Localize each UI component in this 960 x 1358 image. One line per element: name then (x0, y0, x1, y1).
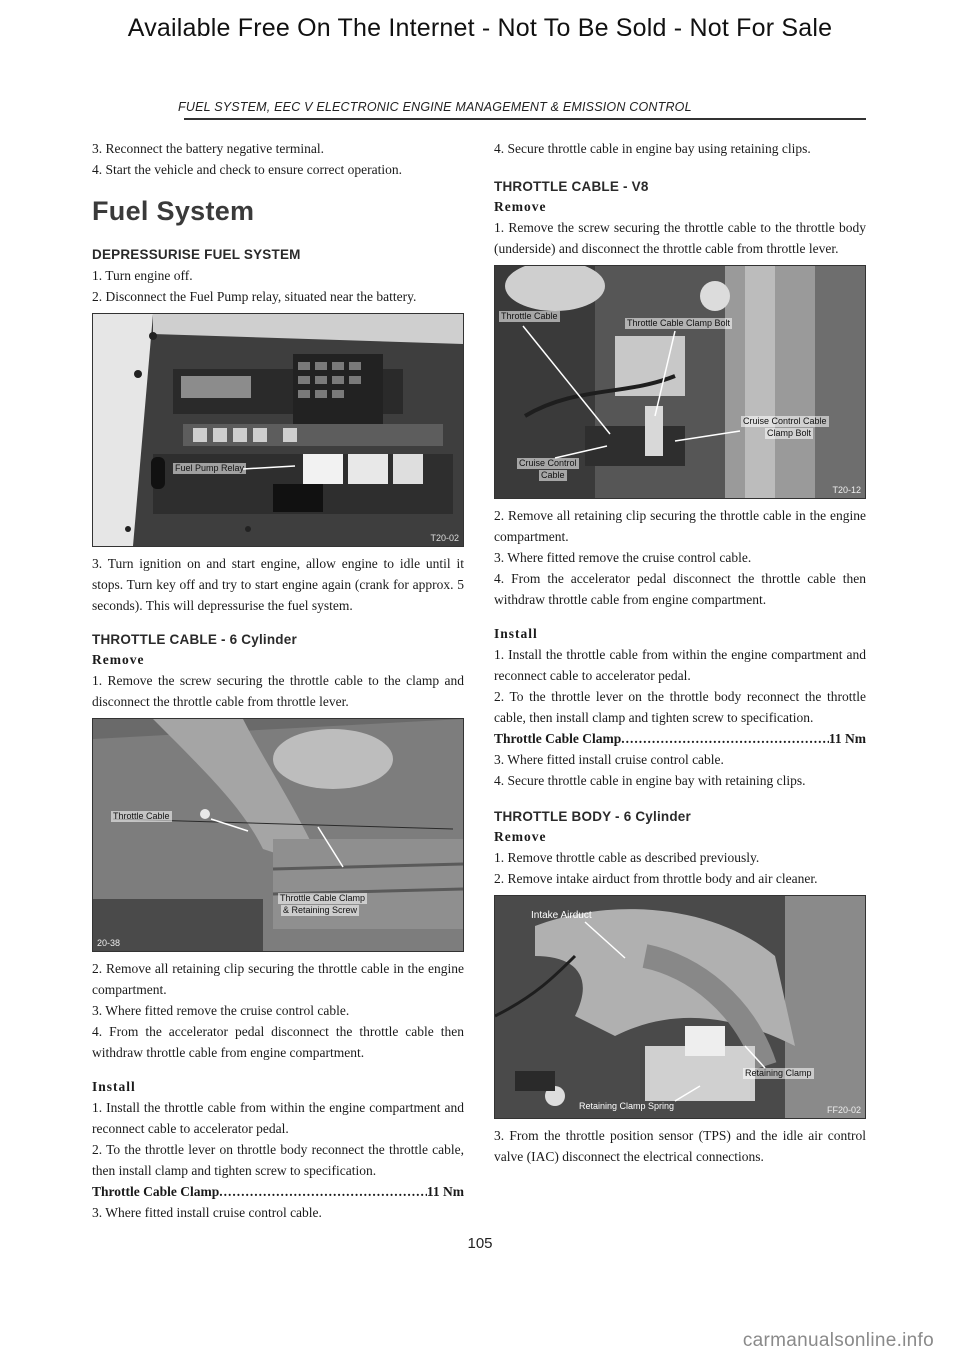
heading-depressurise: DEPRESSURISE FUEL SYSTEM (92, 247, 301, 262)
cable8-install-step-4: 4. Secure throttle cable in engine bay with retaining clips. (494, 773, 806, 788)
spec-leader-dots (621, 728, 829, 749)
spec-leader-dots (219, 1181, 427, 1202)
cable8-torque-spec (494, 728, 866, 749)
intake-airduct-label: Intake Airduct (531, 910, 592, 921)
page-number: 105 (467, 1235, 493, 1252)
cable8-remove-step-4: 4. From the accelerator pedal disconnect the throttle cable then withdraw throttle cable from engine compartment. (494, 571, 866, 607)
cable6-install-step-3: 3. Where fitted install cruise control cable. (92, 1205, 322, 1220)
fuel-pump-relay-photo (92, 313, 464, 547)
page-banner: Available Free On The Internet - Not To Be Sold - Not For Sale (127, 14, 833, 42)
heading-throttle-cable-v8: THROTTLE CABLE - V8 (494, 179, 649, 194)
step-reconnect-battery: 3. Reconnect the battery negative terminal. (92, 141, 325, 156)
depress-step-3: 3. Turn ignition on and start engine, allow engine to idle until it stops. Turn key off and try to start engine again (crank for approx. 5 seconds). This will depressurise the fuel system. (92, 556, 464, 613)
spacer (92, 1063, 464, 1077)
cruise-cable-label-1: Cruise Control (519, 458, 577, 468)
body6-remove-label: Remove (494, 829, 547, 844)
cable6-figure-number: 20-38 (97, 938, 121, 948)
spec-label: Throttle Cable Clamp (92, 1184, 220, 1199)
relay-figure-number: T20-02 (430, 533, 459, 543)
cruise-clamp-bolt-label-2: Clamp Bolt (767, 428, 812, 438)
spec-label: Throttle Cable Clamp (494, 731, 622, 746)
cable8-install-step-1: 1. Install the throttle cable from within the engine compartment and reconnect cable to accelerator pedal. (494, 647, 866, 683)
cable6-torque-spec (92, 1181, 464, 1202)
throttle-cable-6-photo (92, 718, 464, 952)
cable8-remove-step-1: 1. Remove the screw securing the throttle cable to the throttle body (underside) and disconnect the throttle cable from throttle lever. (494, 220, 866, 256)
fuel-pump-relay-label: Fuel Pump Relay (175, 463, 245, 473)
cable8-figure-number: T20-12 (832, 485, 861, 495)
right-column (494, 138, 866, 1167)
spec-value: 11 Nm (426, 1184, 464, 1199)
throttle-body-6-photo (494, 895, 866, 1119)
retaining-clamp-label: Retaining Clamp (745, 1068, 812, 1078)
cable6-install-label: Install (92, 1079, 136, 1094)
clamp-screw-label-1: Throttle Cable Clamp (280, 893, 366, 903)
v8-throttle-cable-label: Throttle Cable (501, 311, 558, 321)
cable6-remove-step-3: 3. Where fitted remove the cruise control cable. (92, 1003, 350, 1018)
cable8-remove-label: Remove (494, 199, 547, 214)
cruise-clamp-bolt-label-1: Cruise Control Cable (743, 416, 827, 426)
spacer (494, 610, 866, 624)
clamp-screw-label-2: & Retaining Screw (283, 905, 358, 915)
cable6-remove-label: Remove (92, 652, 145, 667)
section-title: Fuel System (92, 196, 255, 226)
cable6-install-step-2: 2. To the throttle lever on throttle body reconnect the throttle cable, then install clamp and tighten screw to specification. (92, 1142, 464, 1178)
throttle-cable-label: Throttle Cable (113, 811, 170, 821)
running-head: FUEL SYSTEM, EEC V ELECTRONIC ENGINE MANAGEMENT & EMISSION CONTROL (178, 100, 692, 114)
cable6-install-step-1: 1. Install the throttle cable from within the engine compartment and reconnect cable to accelerator pedal. (92, 1100, 464, 1136)
body6-remove-step-3: 3. From the throttle position sensor (TPS) and the idle air control valve (IAC) disconnect the electrical connections. (494, 1128, 866, 1164)
body6-remove-step-2: 2. Remove intake airduct from throttle body and air cleaner. (494, 871, 818, 886)
body6-remove-step-1: 1. Remove throttle cable as described previously. (494, 850, 760, 865)
throttle-cable-v8-photo (494, 265, 866, 499)
cable6-remove-step-4: 4. From the accelerator pedal disconnect the throttle cable then withdraw throttle cable from engine compartment. (92, 1024, 464, 1060)
cable8-install-step-2: 2. To the throttle lever on the throttle body reconnect the throttle cable, then install clamp and tighten screw to specification. (494, 689, 866, 725)
heading-throttle-body-6: THROTTLE BODY - 6 Cylinder (494, 809, 691, 824)
cable6-remove-step-1: 1. Remove the screw securing the throttle cable to the clamp and disconnect the throttle cable from throttle lever. (92, 673, 464, 709)
v8-clamp-bolt-label: Throttle Cable Clamp Bolt (627, 318, 731, 328)
header-rule (184, 118, 866, 120)
cable8-install-step-3: 3. Where fitted install cruise control cable. (494, 752, 724, 767)
relay-photo-art (93, 314, 463, 546)
left-column (92, 138, 464, 1223)
body6-photo-art (495, 896, 865, 1118)
cable8-remove-step-2: 2. Remove all retaining clip securing the throttle cable in the engine compartment. (494, 508, 866, 544)
cable8-remove-step-3: 3. Where fitted remove the cruise control cable. (494, 550, 752, 565)
cable6-remove-step-2: 2. Remove all retaining clip securing the throttle cable in the engine compartment. (92, 961, 464, 997)
step-start-vehicle: 4. Start the vehicle and check to ensure correct operation. (92, 162, 402, 177)
cable6-install-step-4: 4. Secure throttle cable in engine bay using retaining clips. (494, 141, 811, 156)
cruise-cable-label-2: Cable (541, 470, 565, 480)
watermark-link[interactable]: carmanualsonline.info (742, 1330, 934, 1351)
spec-value: 11 Nm (828, 731, 866, 746)
depress-step-1: 1. Turn engine off. (92, 268, 193, 283)
depress-step-2: 2. Disconnect the Fuel Pump relay, situated near the battery. (92, 289, 417, 304)
cable8-install-label: Install (494, 626, 538, 641)
heading-throttle-cable-6: THROTTLE CABLE - 6 Cylinder (92, 632, 297, 647)
retaining-clamp-spring-label: Retaining Clamp Spring (579, 1101, 675, 1111)
cable6-photo-art (93, 719, 463, 951)
body6-figure-number: FF20-02 (826, 1105, 861, 1115)
